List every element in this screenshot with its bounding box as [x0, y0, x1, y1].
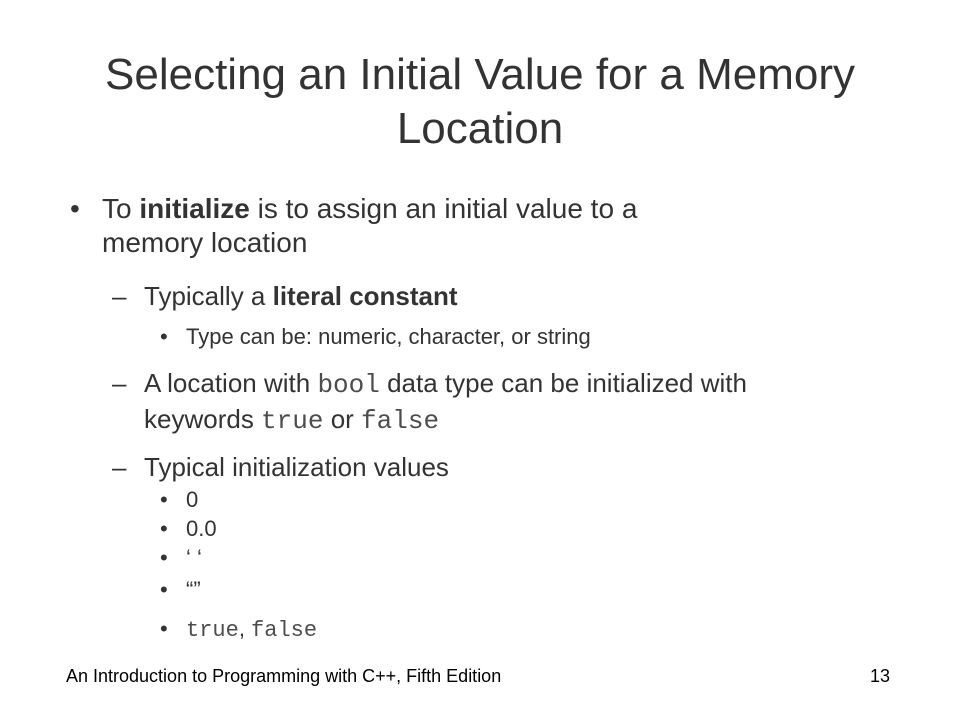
value-item-bool: true, false [186, 616, 318, 643]
bullet-marker: • [160, 324, 168, 349]
bullet-marker: • [70, 193, 80, 224]
code-true: true [261, 406, 324, 436]
slide-title [40, 48, 920, 156]
dash-marker: – [112, 368, 127, 398]
sub-bool-location: A location with bool data type can be initialized with [144, 368, 747, 400]
bullet-initialize-cont: memory location [102, 227, 308, 258]
term-initialize: initialize [139, 193, 250, 224]
bullet-marker: • [160, 577, 168, 602]
dash-marker: – [112, 281, 127, 311]
term-literal-constant: literal constant [272, 281, 458, 311]
sub-bool-location-cont: keywords true or false [144, 404, 440, 436]
footer-book-title: An Introduction to Programming with C++, Fifth Edition [66, 666, 502, 686]
value-item: “” [186, 577, 201, 602]
code-false: false [361, 406, 440, 436]
bullet-marker: • [160, 487, 168, 512]
code-false: false [251, 618, 318, 643]
page-number: 13 [869, 666, 890, 686]
sub-type-can-be: Type can be: numeric, character, or string [186, 324, 591, 349]
dash-marker: – [112, 452, 127, 482]
title-line-2: Location [396, 104, 564, 153]
value-item: 0 [186, 487, 199, 512]
title-line-1: Selecting an Initial Value for a Memory [105, 50, 855, 99]
bullet-marker: • [160, 545, 168, 570]
bullet-marker: • [160, 616, 168, 641]
sub-typical-values: Typical initialization values [144, 452, 449, 482]
sub-literal-constant: Typically a literal constant [144, 281, 458, 311]
code-bool: bool [317, 370, 380, 400]
bullet-marker: • [160, 516, 168, 541]
code-true: true [186, 618, 239, 643]
value-item: 0.0 [186, 516, 217, 541]
value-item: ‘ ‘ [186, 545, 202, 570]
bullet-initialize: To initialize is to assign an initial value to a [102, 193, 638, 224]
